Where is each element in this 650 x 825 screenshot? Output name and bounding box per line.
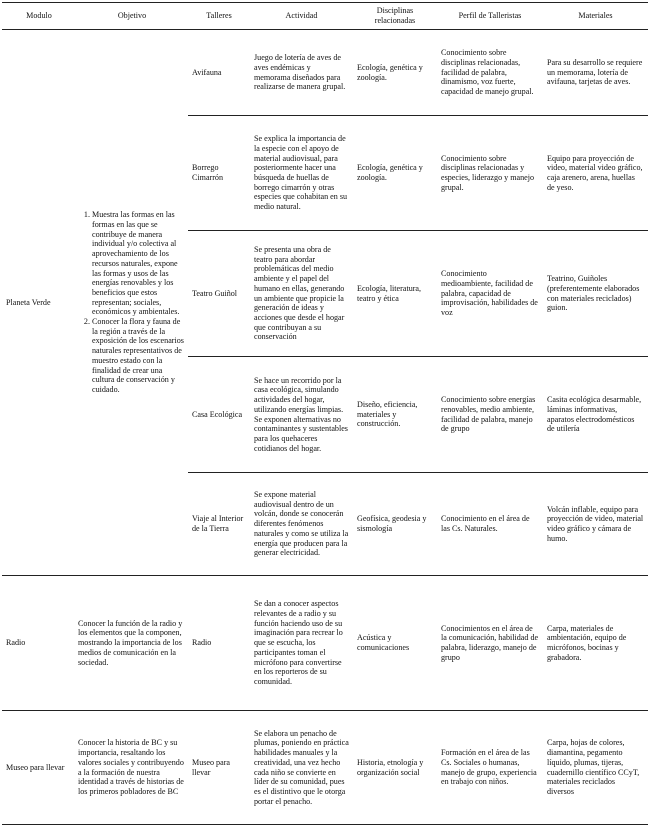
- perfil-cell: Conocimientos en el área de la comunicación, habilidad de palabra, liderazgo, manejo de grupo: [437, 576, 543, 711]
- perfil-cell: Formación en el área de las Cs. Sociales o humanas, manejo de grupo, experiencia en trabajo con niños.: [437, 711, 543, 825]
- disciplinas-cell: Acústica y comunicaciones: [353, 576, 437, 711]
- perfil-cell: Conocimiento sobre disciplinas relacionadas, facilidad de palabra, dinamismo, voz fuerte, capacidad de manejo grupal.: [437, 30, 543, 116]
- objective-cell: Conocer la historia de BC y su importancia, resaltando los valores sociales y contribuyendo a la formación de nuestra identidad a través de historias de los primeros pobladores de BC: [76, 711, 188, 825]
- module-cell: Museo para llevar: [2, 711, 76, 825]
- objective-item: 1. Muestra las formas en las formas en las que se contribuye de manera individual y/o colectiva al aprovechamiento de los recursos naturales, expone las formas y usos de las energías renovables y los beneficios que estos representan; sociales, económicos y ambientales.: [92, 210, 184, 317]
- materiales-cell: Para su desarrollo se requiere un memorama, lotería de avifauna, tarjetas de aves.: [543, 30, 648, 116]
- header-disciplinas: Disciplinas relacionadas: [353, 3, 437, 30]
- actividad-cell: Se presenta una obra de teatro para abordar problemáticas del medio ambiente y el papel del humano en ellas, generando un ambiente que propicie la generación de ideas y acciones que desde el hogar que contribuyan a su conservación: [250, 231, 353, 357]
- materiales-cell: Volcán inflable, equipo para proyección de video, material video gráfico y cámara de humo.: [543, 473, 648, 576]
- header-objetivo: Objetivo: [76, 3, 188, 30]
- taller-cell: Radio: [188, 576, 250, 711]
- taller-cell: Borrego Cimarrón: [188, 116, 250, 231]
- actividad-cell: Se hace un recorrido por la casa ecológica, simulando actividades del hogar, utilizando energías limpias. Se exponen alternativas no contaminantes y sustentables para los quehaceres cotidianos del hogar.: [250, 357, 353, 473]
- taller-cell: Museo para llevar: [188, 711, 250, 825]
- module-cell: Planeta Verde: [2, 30, 76, 576]
- disciplinas-cell: Geofísica, geodesia y sismología: [353, 473, 437, 576]
- actividad-cell: Se explica la importancia de la especie con el apoyo de material audiovisual, para posteriormente hacer una búsqueda de huellas de borrego cimarrón y otras especies que cohabitan en su medio natural.: [250, 116, 353, 231]
- objective-item: 2. Conocer la flora y fauna de la región a través de la exposición de los escenarios naturales representativos de muestro estado con la finalidad de crear una cultura de conservación y cuidado.: [92, 317, 184, 395]
- table-row: [2, 711, 648, 825]
- materiales-cell: Carpa, hojas de colores, diamantina, pegamento líquido, plumas, tijeras, cuadernillo científico CCyT, materiales reciclados diversos: [543, 711, 648, 825]
- header-row: [2, 3, 648, 30]
- materiales-cell: Casita ecológica desarmable, láminas informativas, aparatos electrodomésticos de utilería: [543, 357, 648, 473]
- disciplinas-cell: Ecología, genética y zoología.: [353, 30, 437, 116]
- taller-cell: Avifauna: [188, 30, 250, 116]
- table-body: [2, 30, 648, 825]
- taller-cell: Casa Ecológica: [188, 357, 250, 473]
- header-perfil: Perfil de Talleristas: [437, 3, 543, 30]
- perfil-cell: Conocimiento sobre energías renovables, medio ambiente, facilidad de palabra, manejo de grupo: [437, 357, 543, 473]
- taller-cell: Teatro Guiñol: [188, 231, 250, 357]
- header-talleres: Talleres: [188, 3, 250, 30]
- header-modulo: Modulo: [2, 3, 76, 30]
- objective-cell: Conocer la función de la radio y los elementos que la componen, mostrando la importancia de los medios de comunicación en la sociedad.: [76, 576, 188, 711]
- header-actividad: Actividad: [250, 3, 353, 30]
- taller-cell: Viaje al Interior de la Tierra: [188, 473, 250, 576]
- perfil-cell: Conocimiento medioambiente, facilidad de palabra, capacidad de improvisación, habilidades de voz: [437, 231, 543, 357]
- objective-cell: [76, 30, 188, 576]
- materiales-cell: Equipo para proyección de video, material video gráfico, caja arenero, arena, huellas de yeso.: [543, 116, 648, 231]
- table-header: [2, 3, 648, 30]
- workshops-table: [2, 2, 648, 825]
- perfil-cell: Conocimiento sobre disciplinas relacionadas y especies, liderazgo y manejo grupal.: [437, 116, 543, 231]
- disciplinas-cell: Ecología, genética y zoología.: [353, 116, 437, 231]
- materiales-cell: Carpa, materiales de ambientación, equipo de micrófonos, bocinas y grabadora.: [543, 576, 648, 711]
- disciplinas-cell: Diseño, eficiencia, materiales y construcción.: [353, 357, 437, 473]
- objective-list: [78, 210, 184, 394]
- disciplinas-cell: Ecología, literatura, teatro y ética: [353, 231, 437, 357]
- header-materiales: Materiales: [543, 3, 648, 30]
- module-cell: Radio: [2, 576, 76, 711]
- table-row: [2, 30, 648, 116]
- materiales-cell: Teatrino, Guiñoles (preferentemente elaborados con materiales reciclados) guion.: [543, 231, 648, 357]
- disciplinas-cell: Historia, etnología y organización social: [353, 711, 437, 825]
- actividad-cell: Se expone material audiovisual dentro de un volcán, donde se conocerán diferentes fenómenos naturales y como se utiliza la energía que producen para la generar electricidad.: [250, 473, 353, 576]
- actividad-cell: Se elabora un penacho de plumas, poniendo en práctica habilidades manuales y la creatividad, una vez hecho cada niño se convierte en líder de su comunidad, pues es el distintivo que le otorga portar el penacho.: [250, 711, 353, 825]
- actividad-cell: Se dan a conocer aspectos relevantes de a radio y su función haciendo uso de su imaginación para recrear lo que se escucha, los participantes toman el micrófono para convertirse en los reporteros de su comunidad.: [250, 576, 353, 711]
- actividad-cell: Juego de lotería de aves de aves endémicas y memorama diseñados para realizarse de manera grupal.: [250, 30, 353, 116]
- perfil-cell: Conocimiento en el área de las Cs. Naturales.: [437, 473, 543, 576]
- table-row: [2, 576, 648, 711]
